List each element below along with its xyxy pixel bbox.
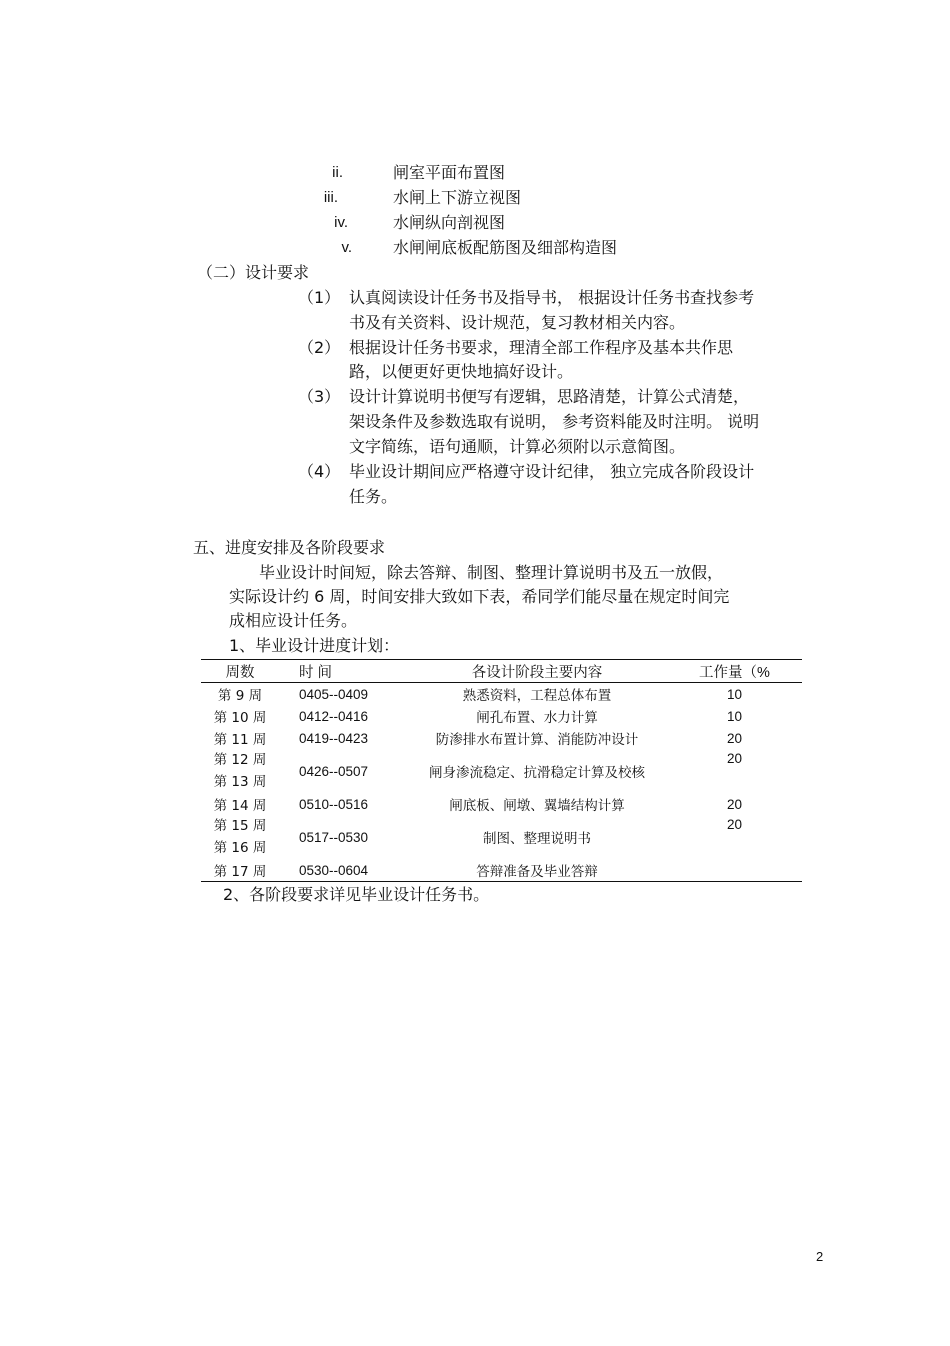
requirement-line: 毕业设计期间应严格遵守设计纪律， 独立完成各阶段设计 — [349, 462, 755, 481]
section5-paragraph-line: 毕业设计时间短，除去答辩、制图、整理计算说明书及五一放假， — [259, 563, 724, 582]
time-cell: 0419--0423 — [299, 730, 369, 746]
page-number: 2 — [816, 1249, 824, 1264]
requirement-num: （1） — [298, 288, 341, 307]
content-cell: 闸身渗流稳定、抗滑稳定计算及校核 — [429, 765, 645, 781]
requirement-num: （4） — [298, 462, 341, 481]
workload-cell: 20 — [726, 751, 743, 766]
header-workload: 工作量（% — [699, 664, 770, 681]
list-item-text: 水闸闸底板配筋图及细部构造图 — [393, 238, 618, 257]
week-line: 第 12 周 — [213, 752, 267, 768]
list-item-text: 水闸纵向剖视图 — [393, 213, 506, 232]
week-cell: 第 14 周 — [213, 798, 267, 814]
week-line: 第 13 周 — [213, 774, 267, 790]
week-cell: 第 9 周 — [217, 688, 263, 704]
workload-cell: 10 — [726, 686, 743, 702]
table-row — [201, 815, 802, 859]
week-cell: 第 11 周 — [213, 732, 267, 748]
list-item-text: 闸室平面布置图 — [393, 163, 506, 182]
time-cell: 0426--0507 — [299, 763, 369, 779]
header-content: 各设计阶段主要内容 — [471, 664, 603, 681]
week-line: 第 15 周 — [213, 818, 267, 834]
table-row — [201, 705, 802, 727]
list-item-num: iv. — [334, 214, 348, 231]
requirement-line: 设计计算说明书便写有逻辑，思路清楚，计算公式清楚， — [349, 387, 750, 406]
week-line: 第 16 周 — [213, 840, 267, 856]
workload-cell: 20 — [726, 817, 743, 832]
requirement-line: 任务。 — [349, 487, 398, 506]
section5-heading: 五、进度安排及各阶段要求 — [193, 538, 386, 557]
section5-paragraph-line: 实际设计约 6 周，时间安排大致如下表，希同学们能尽量在规定时间完 — [229, 587, 730, 606]
schedule-table — [201, 659, 802, 882]
schedule-caption: 1、毕业设计进度计划： — [229, 636, 400, 655]
table-row — [201, 749, 802, 793]
requirement-line: 文字简练，语句通顺，计算必须附以示意简图。 — [349, 437, 686, 456]
requirement-line: 认真阅读设计任务书及指导书， 根据设计任务书查找参考 — [349, 288, 755, 307]
requirement-line: 书及有关资料、设计规范，复习教材相关内容。 — [349, 313, 686, 332]
time-cell: 0510--0516 — [299, 796, 369, 812]
requirements-heading: （二）设计要求 — [197, 263, 310, 282]
schedule-header-row — [201, 660, 802, 683]
requirement-num: （2） — [298, 338, 341, 357]
week-cell: 第 17 周 — [213, 864, 267, 880]
list-item-num: v. — [341, 239, 352, 256]
week-cell — [201, 749, 279, 793]
requirement-num: （3） — [298, 387, 341, 406]
content-cell: 制图、整理说明书 — [483, 831, 591, 847]
content-cell: 闸底板、闸墩、翼墙结构计算 — [449, 798, 625, 814]
table-row — [201, 793, 802, 815]
list-item-text: 水闸上下游立视图 — [393, 188, 522, 207]
time-cell: 0517--0530 — [299, 829, 369, 845]
time-cell: 0530--0604 — [299, 862, 369, 878]
content-cell: 闸孔布置、水力计算 — [476, 710, 598, 726]
header-time: 时 间 — [299, 664, 333, 681]
requirement-line: 架设条件及参数选取有说明， 参考资料能及时注明。 说明 — [349, 412, 760, 431]
workload-cell: 20 — [726, 796, 743, 812]
table-row — [201, 727, 802, 749]
section5-footnote: 2、各阶段要求详见毕业设计任务书。 — [223, 885, 490, 904]
workload-cell: 20 — [726, 730, 743, 746]
table-row — [201, 859, 802, 882]
week-cell — [201, 815, 279, 859]
list-item-num: iii. — [323, 189, 338, 206]
time-cell: 0405--0409 — [299, 686, 369, 702]
week-cell: 第 10 周 — [213, 710, 267, 726]
header-week: 周数 — [225, 664, 255, 681]
table-row — [201, 683, 802, 706]
content-cell: 防渗排水布置计算、消能防冲设计 — [435, 732, 639, 748]
workload-cell — [667, 859, 802, 882]
list-item-num: ii. — [332, 164, 343, 181]
time-cell: 0412--0416 — [299, 708, 369, 724]
content-cell: 熟悉资料，工程总体布置 — [462, 688, 612, 704]
section5-paragraph-line: 成相应设计任务。 — [229, 611, 358, 630]
requirement-line: 路，以便更好更快地搞好设计。 — [349, 362, 574, 381]
requirement-line: 根据设计任务书要求，理清全部工作程序及基本共作思 — [349, 338, 734, 357]
content-cell: 答辩准备及毕业答辩 — [476, 864, 598, 880]
workload-cell: 10 — [726, 708, 743, 724]
